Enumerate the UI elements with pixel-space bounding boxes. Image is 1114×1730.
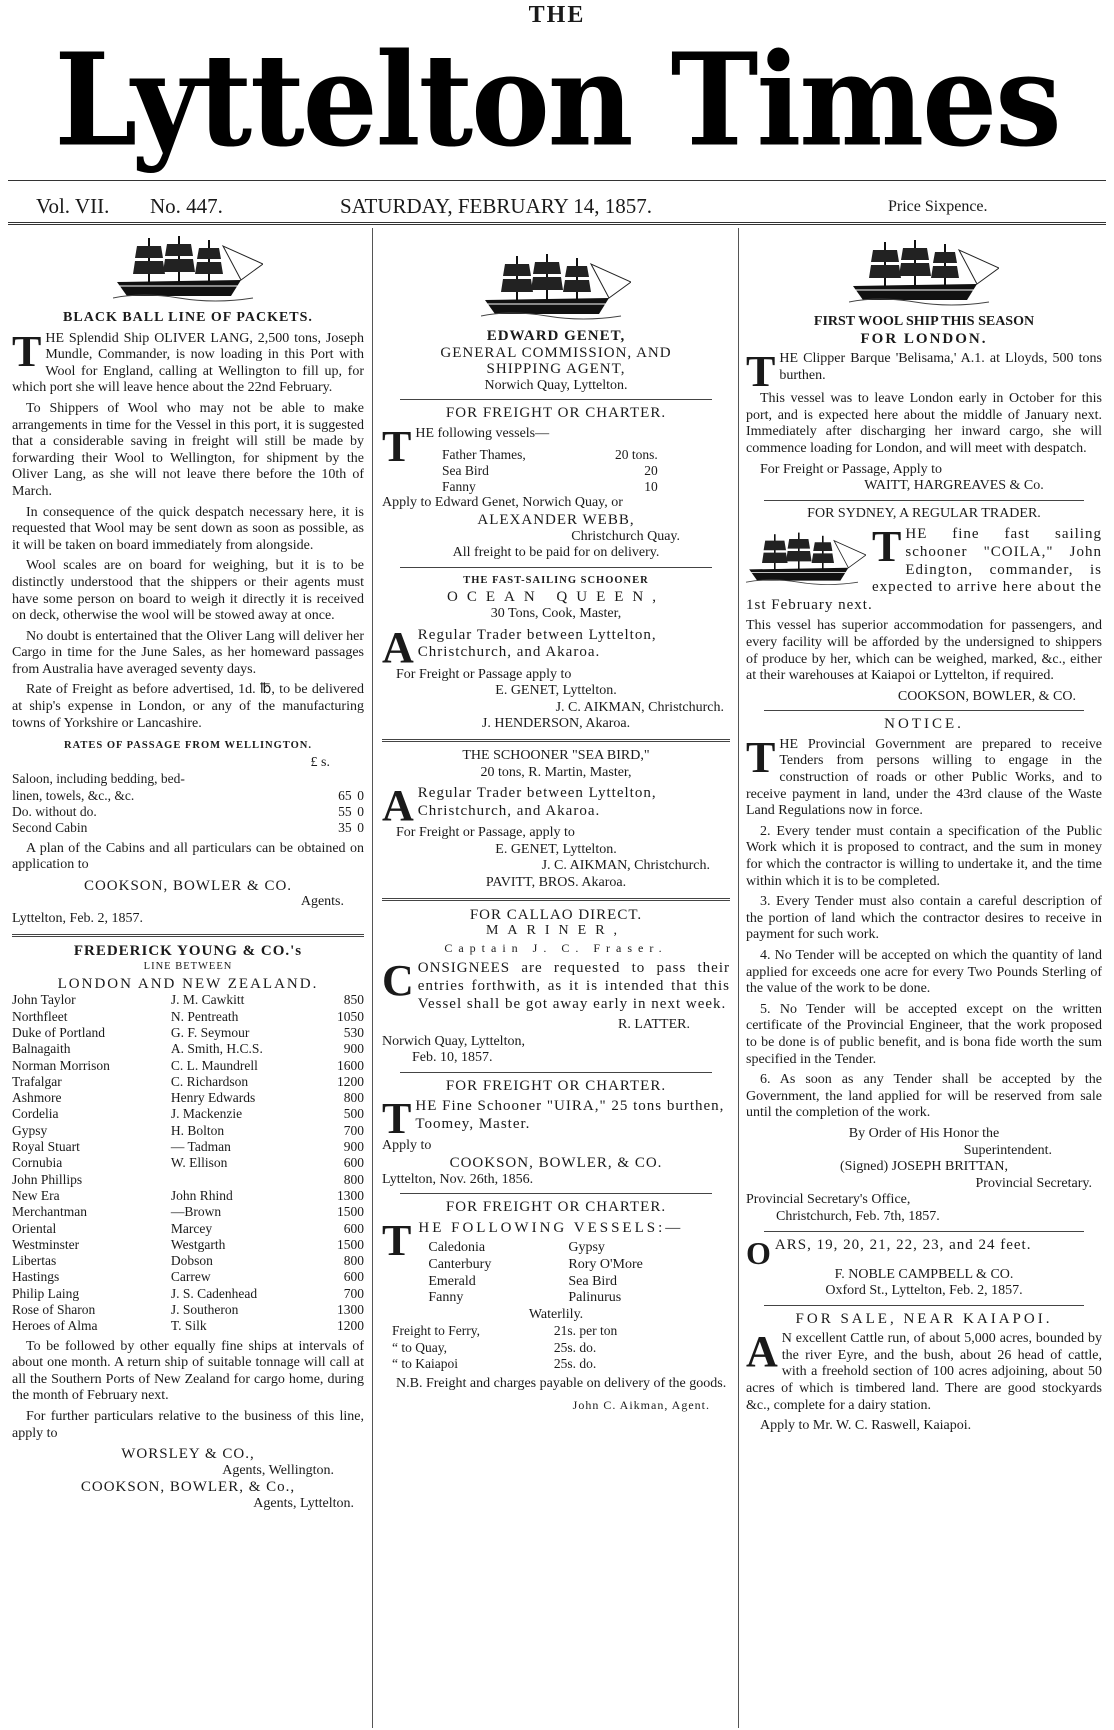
ship-row: Philip Laing J. S. Cadenhead 700 bbox=[12, 1285, 364, 1301]
ad-heading: OCEAN QUEEN, bbox=[447, 589, 665, 606]
vessel-row: Sea Bird 20 bbox=[442, 462, 658, 478]
ad-paragraph: Wool scales are on board for weighing, but it is to be distinctly understood that the shippers or their agents must have some person on board to weigh it directly it is received on deck, otherwise the wool will be stowed away at once. bbox=[12, 558, 364, 624]
ad-heading: EDWARD GENET, bbox=[486, 328, 626, 344]
ad-paragraph: 2. Every tender must contain a specification of the Public Work which it is proposed to contract, and the sum in money for which the contractor is willing to undertake it, and the time within which it is to be completed. bbox=[746, 823, 1102, 889]
ad-heading: FOR FREIGHT OR CHARTER. bbox=[445, 1077, 667, 1094]
freight-row: “ to Quay, 25s. do. bbox=[392, 1339, 597, 1355]
ad-subheading: 30 Tons, Cook, Master, bbox=[490, 606, 622, 622]
ad-heading: FREDERICK YOUNG & CO.'s bbox=[73, 942, 303, 959]
issue-date: SATURDAY, FEBRUARY 14, 1857. bbox=[340, 194, 652, 218]
ad-paragraph: For Freight or Passage, apply to bbox=[396, 825, 575, 841]
ad-divider bbox=[382, 898, 730, 901]
ad-divider bbox=[382, 739, 730, 742]
agent-name: PAVITT, BROS. Akaroa. bbox=[485, 874, 627, 890]
agent-name: J. C. AIKMAN, Christchurch. bbox=[555, 699, 724, 715]
agent-name: COOKSON, BOWLER & CO. bbox=[83, 877, 293, 894]
signature-line: By Order of His Honor the bbox=[848, 1125, 1000, 1141]
freight-row: Freight to Ferry, 21s. per ton bbox=[392, 1323, 618, 1339]
vessel-list bbox=[418, 1240, 730, 1306]
ad-heading: FOR SYDNEY, A REGULAR TRADER. bbox=[807, 505, 1041, 521]
ad-paragraph: A N excellent Cattle run, of about 5,000 acres, bounded by the river Eyre, and the bush, about 26 head of cattle, with a freehold section of 100 acres adjoining, about 50 acres of which is timbered land. There are good stockyards &c., complete for a dairy station. bbox=[746, 1327, 1102, 1413]
agent-name: COOKSON, BOWLER, & Co., bbox=[80, 1479, 296, 1496]
agent-name: COOKSON, BOWLER, & CO. bbox=[897, 688, 1076, 704]
ad-paragraph: A Regular Trader between Lyttelton, Christchurch, and Akaroa. bbox=[382, 622, 657, 672]
ad-divider bbox=[12, 934, 364, 937]
ship-row: John Phillips 800 bbox=[12, 1171, 364, 1187]
vessel-name: Sea Bird bbox=[568, 1273, 617, 1289]
ship-illustration bbox=[849, 238, 999, 308]
ad-paragraph: This vessel has superior accommodation for passengers, and every facility will be afforded by the undersigned to shippers of produce by her, which can be weighed, marked, &c., either at their warehouses at Kaiapoi or Lyttelton, if required. bbox=[746, 618, 1102, 684]
ship-row: Trafalgar C. Richardson 1200 bbox=[12, 1073, 364, 1089]
vessel-name: Canterbury bbox=[428, 1257, 492, 1273]
ship-row: Gypsy H. Bolton 700 bbox=[12, 1122, 364, 1138]
drop-cap: T bbox=[382, 421, 412, 471]
rate-row: Saloon, including bedding, bed- bbox=[12, 771, 185, 787]
ad-date: Christchurch, Feb. 7th, 1857. bbox=[776, 1208, 940, 1224]
ship-row: Royal Stuart — Tadman 900 bbox=[12, 1139, 364, 1155]
ad-paragraph: No doubt is entertained that the Oliver Lang will deliver her Cargo in time for the June Sales, as her homeward passages from Australia have averaged seventy days. bbox=[12, 628, 364, 677]
drop-cap: A bbox=[746, 1327, 778, 1377]
ship-row: Northfleet N. Pentreath 1050 bbox=[12, 1008, 364, 1024]
ad-address: Provincial Secretary's Office, bbox=[746, 1192, 911, 1208]
agent-name: WORSLEY & CO., bbox=[121, 1446, 255, 1463]
agent-name: John C. Aikman, Agent. bbox=[572, 1397, 710, 1412]
ad-subheading: GENERAL COMMISSION, AND SHIPPING AGENT, bbox=[440, 344, 672, 378]
ship-row: Oriental Marcey 600 bbox=[12, 1220, 364, 1236]
ship-row: Balnagaith A. Smith, H.C.S. 900 bbox=[12, 1041, 364, 1057]
signature-line: (Signed) JOSEPH BRITTAN, bbox=[839, 1159, 1009, 1175]
ship-row: Merchantman —Brown 1500 bbox=[12, 1204, 364, 1220]
ad-paragraph: Apply to bbox=[382, 1138, 432, 1154]
ad-paragraph: 6. As soon as any Tender shall be accepted by the Government, the land applied for will be reserved from sale until the completion of the work. bbox=[746, 1072, 1102, 1121]
ad-subheading: LINE BETWEEN bbox=[143, 961, 233, 973]
ad-paragraph: A Regular Trader between Lyttelton, Christchurch, and Akaroa. bbox=[382, 781, 657, 831]
freight-table bbox=[392, 1323, 670, 1372]
ad-subheading: THE FAST-SAILING SCHOONER bbox=[463, 574, 649, 586]
drop-cap: T bbox=[12, 326, 42, 376]
agent-name: ALEXANDER WEBB, bbox=[477, 512, 635, 529]
issue-number: No. 447. bbox=[150, 194, 223, 218]
drop-cap: O bbox=[746, 1234, 771, 1271]
masthead-the: THE bbox=[528, 2, 586, 28]
ship-row: Ashmore Henry Edwards 800 bbox=[12, 1090, 364, 1106]
ship-row: Westminster Westgarth 1500 bbox=[12, 1236, 364, 1252]
ad-divider bbox=[400, 1072, 712, 1073]
ad-divider bbox=[400, 567, 712, 568]
vessel-name: Fanny bbox=[428, 1290, 464, 1306]
vessel-name: Caledonia bbox=[428, 1240, 486, 1256]
column-divider bbox=[738, 228, 739, 1728]
drop-cap: A bbox=[382, 781, 414, 831]
agent-role: Agents, Wellington. bbox=[222, 1462, 334, 1478]
vessel-row: Fanny 10 bbox=[442, 479, 658, 495]
rate-row: Second Cabin 35 0 bbox=[12, 820, 364, 836]
ad-divider bbox=[400, 1193, 712, 1194]
agent-name: COOKSON, BOWLER, & CO. bbox=[449, 1155, 663, 1172]
vessel-name: Emerald bbox=[428, 1273, 476, 1289]
agent-name: J. C. AIKMAN, Christchurch. bbox=[541, 858, 710, 874]
agent-name: E. GENET, Lyttelton. bbox=[495, 841, 617, 857]
ship-row: Duke of Portland G. F. Seymour 530 bbox=[12, 1024, 364, 1040]
ad-heading: THE SCHOONER "SEA BIRD," bbox=[462, 747, 650, 763]
agent-address: Christchurch Quay. bbox=[571, 528, 680, 544]
rate-row: linen, towels, &c., &c. 65 0 bbox=[12, 787, 364, 803]
ship-illustration bbox=[746, 528, 866, 590]
drop-cap: C bbox=[382, 956, 414, 1006]
dateline bbox=[0, 190, 1114, 220]
ad-date: Oxford St., Lyttelton, Feb. 2, 1857. bbox=[825, 1283, 1023, 1299]
ad-note: N.B. Freight and charges payable on delivery of the goods. bbox=[396, 1376, 727, 1392]
price: Price Sixpence. bbox=[888, 198, 988, 215]
ship-row: John Taylor J. M. Cawkitt 850 bbox=[12, 992, 364, 1008]
ad-paragraph: For Freight or Passage, Apply to bbox=[760, 461, 942, 477]
ship-row: New Era John Rhind 1300 bbox=[12, 1187, 364, 1203]
signature-line: Provincial Secretary. bbox=[975, 1175, 1092, 1191]
ad-paragraph: Apply to Edward Genet, Norwich Quay, or bbox=[382, 495, 623, 511]
drop-cap: T bbox=[382, 1094, 412, 1144]
ad-date: Lyttelton, Nov. 26th, 1856. bbox=[382, 1171, 534, 1187]
agent-name: R. LATTER. bbox=[618, 1017, 690, 1033]
drop-cap: T bbox=[382, 1215, 415, 1265]
ad-heading: FOR FREIGHT OR CHARTER. bbox=[445, 405, 667, 422]
ad-paragraph: To be followed by other equally fine ships at intervals of about one month. A return ship of suitable tonnage will call at all the Southern Ports of New Zealand for cargo home, during the month of February next. bbox=[12, 1338, 364, 1404]
ship-row: Cordelia J. Mackenzie 500 bbox=[12, 1106, 364, 1122]
ad-paragraph: Rate of Freight as before advertised, 1d. ℔, to be delivered at ship's expense in London, or any of the manufacturing towns of Yorkshire or Lancashire. bbox=[12, 682, 364, 731]
ad-paragraph: THE Clipper Barque 'Belisama,' A.1. at Lloyds, 500 tons burthen. bbox=[746, 347, 1102, 397]
rate-row: Do. without do. 55 0 bbox=[12, 804, 364, 820]
column-divider bbox=[372, 228, 373, 1728]
drop-cap: A bbox=[382, 622, 414, 672]
ad-heading: FOR CALLAO DIRECT. bbox=[469, 906, 643, 923]
ad-divider bbox=[764, 1231, 1084, 1232]
ad-paragraph: A plan of the Cabins and all particulars can be obtained on application to bbox=[12, 840, 364, 873]
vessel-row: Father Thames, 20 tons. bbox=[442, 446, 658, 462]
column-2 bbox=[382, 228, 730, 1728]
ad-paragraph: THE fine fast sailing schooner "COILA," John Edington, commander, is expected to arrive here about the 1st February next. bbox=[746, 522, 1102, 613]
ad-subheading: Captain J. C. Fraser. bbox=[444, 940, 668, 955]
masthead-rule bbox=[8, 180, 1106, 181]
vessel-name: Palinurus bbox=[568, 1290, 622, 1306]
vessel-name: Gypsy bbox=[568, 1240, 605, 1256]
vessels-table bbox=[442, 447, 658, 496]
ad-heading: MARINER, bbox=[485, 923, 627, 939]
ad-paragraph: For further particulars relative to the business of this line, apply to bbox=[12, 1408, 364, 1441]
ad-paragraph: CONSIGNEES are requested to pass their entries forthwith, as it is intended that this Vessel shall be got away early in next week. bbox=[382, 956, 730, 1012]
ad-heading: FOR FREIGHT OR CHARTER. bbox=[445, 1199, 667, 1216]
agent-name: F. NOBLE CAMPBELL & CO. bbox=[834, 1266, 1014, 1282]
agent-role: Agents. bbox=[300, 894, 344, 910]
ship-row: Rose of Sharon J. Southeron 1300 bbox=[12, 1302, 364, 1318]
ad-heading: NOTICE. bbox=[884, 716, 964, 733]
ad-heading: FIRST WOOL SHIP THIS SEASON bbox=[813, 314, 1035, 329]
ad-paragraph: 3. Every Tender must also contain a careful description of the portion of land which the contractor desires to receive in payment for such work. bbox=[746, 894, 1102, 943]
ad-divider bbox=[764, 710, 1084, 711]
masthead bbox=[0, 0, 1114, 185]
ad-heading: FOR LONDON. bbox=[860, 330, 988, 347]
vessel-list-a bbox=[428, 1240, 568, 1306]
ad-heading: FOR SALE, NEAR KAIAPOI. bbox=[795, 1310, 1053, 1327]
ad-note: All freight to be paid for on delivery. bbox=[452, 545, 660, 561]
column-1 bbox=[12, 228, 364, 1728]
ship-illustration bbox=[113, 234, 263, 304]
drop-cap: T bbox=[746, 347, 776, 397]
vessel-name: Waterlily. bbox=[528, 1306, 584, 1322]
ships-table bbox=[12, 992, 364, 1334]
signature-line: Superintendent. bbox=[963, 1142, 1052, 1158]
agent-name: E. GENET, Lyttelton. bbox=[495, 683, 617, 699]
ad-paragraph: This vessel was to leave London early in October for this port, and is expected here about the middle of January next. Immediately after discharging her inward cargo, she will commence loading for London, and will meet with despatch. bbox=[746, 391, 1102, 456]
ad-paragraph: 4. No Tender will be accepted on which the quantity of land applied for exceeds one acre for every Two Pounds Sterling of the value of the work to be done. bbox=[746, 948, 1102, 997]
ad-paragraph: 5. No Tender will be accepted except on the written certificate of the Provincial Engineer, that the work proposed to be done is of public benefit, and is bona fide worth the sum specified in the Tender. bbox=[746, 1001, 1102, 1067]
ad-subheading: 20 tons, R. Martin, Master, bbox=[480, 764, 632, 780]
ship-row: Libertas Dobson 800 bbox=[12, 1253, 364, 1269]
drop-cap: T bbox=[872, 522, 902, 572]
freight-row: “ to Kaiapoi 25s. do. bbox=[392, 1356, 597, 1372]
ad-date: Feb. 10, 1857. bbox=[412, 1050, 493, 1066]
vessel-name: Rory O'More bbox=[568, 1257, 643, 1273]
rates-table bbox=[12, 771, 364, 836]
drop-cap: T bbox=[746, 732, 776, 782]
ship-row: Norman Morrison C. L. Maundrell 1600 bbox=[12, 1057, 364, 1073]
ad-paragraph: In consequence of the quick despatch necessary here, it is requested that Wool may be sent down as soon as possible, as it will be taken on board immediately from alongside. bbox=[12, 504, 364, 553]
ad-date: Lyttelton, Feb. 2, 1857. bbox=[12, 911, 144, 926]
ship-illustration bbox=[481, 252, 631, 322]
ship-row: Hastings Carrew 600 bbox=[12, 1269, 364, 1285]
ad-paragraph: OARS, 19, 20, 21, 22, 23, and 24 feet. bbox=[746, 1234, 1032, 1271]
ad-address: Norwich Quay, Lyttelton. bbox=[484, 377, 628, 393]
ad-heading: LONDON AND NEW ZEALAND. bbox=[57, 975, 319, 992]
ad-paragraph: THE FOLLOWING VESSELS:— bbox=[382, 1215, 684, 1265]
rates-unit: £ s. bbox=[310, 754, 330, 770]
ad-paragraph: To Shippers of Wool who may not be able to make arrangements in time for the Vessel in this port, it is suggested that a considerable saving in freight will still be made by forwarding their Wool to Wellington, for shipment by the Oliver Lang, as she will not leave there before the 10th of March. bbox=[12, 400, 364, 499]
ship-row: Cornubia W. Ellison 600 bbox=[12, 1155, 364, 1171]
ad-address: Norwich Quay, Lyttelton, bbox=[382, 1033, 525, 1049]
ad-divider bbox=[764, 1305, 1084, 1306]
column-3 bbox=[746, 228, 1102, 1728]
rates-heading: RATES OF PASSAGE FROM WELLINGTON. bbox=[64, 740, 312, 752]
ad-paragraph: THE Fine Schooner "UIRA," 25 tons burthen, Toomey, Master. bbox=[382, 1094, 725, 1144]
ship-row: Heroes of Alma T. Silk 1200 bbox=[12, 1318, 364, 1334]
agent-role: Agents, Lyttelton. bbox=[253, 1495, 354, 1511]
volume: Vol. VII. bbox=[36, 194, 110, 218]
ad-paragraph: THE Splendid Ship OLIVER LANG, 2,500 tons, Joseph Mundle, Commander, is now loading in this Port with Wool for England, calling at Wellington to fill up, for which port she will leave hence about the 22nd February. bbox=[12, 326, 364, 396]
ad-paragraph: Apply to Mr. W. C. Raswell, Kaiapoi. bbox=[760, 1418, 972, 1434]
ad-heading: BLACK BALL LINE OF PACKETS. bbox=[63, 310, 313, 325]
ad-paragraph: THE following vessels— bbox=[382, 421, 550, 471]
ad-paragraph: For Freight or Passage apply to bbox=[396, 666, 572, 682]
agent-name: J. HENDERSON, Akaroa. bbox=[481, 716, 631, 732]
ad-divider bbox=[400, 399, 712, 400]
vessel-list-b bbox=[568, 1240, 642, 1306]
dateline-rule bbox=[8, 222, 1106, 225]
newspaper-title: Lyttelton Times bbox=[54, 24, 1060, 175]
agent-name: WAITT, HARGREAVES & Co. bbox=[864, 478, 1044, 494]
ad-paragraph: THE Provincial Government are prepared to receive Tenders from persons willing to engage in the construction of roads or other Public Works, and to receive payment in land, under the 43rd clause of the Waste Land Regulations now in force. bbox=[746, 732, 1102, 819]
ad-divider bbox=[764, 500, 1084, 501]
